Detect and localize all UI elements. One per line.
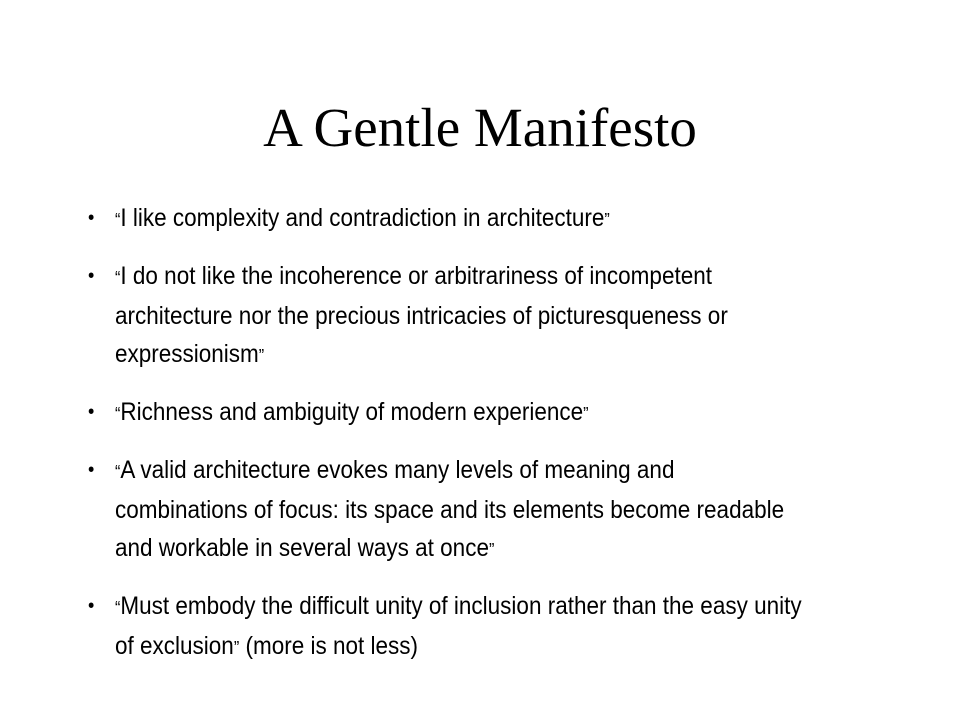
bullet-dot-icon: • — [88, 207, 95, 229]
bullet-text: I like complexity and contradiction in architecture — [120, 204, 605, 232]
bullet-list — [88, 199, 888, 685]
close-quote: ” — [488, 540, 495, 560]
open-quote: “ — [115, 268, 121, 288]
slide-title: A Gentle Manifesto — [263, 97, 697, 158]
bullet-item — [88, 451, 808, 569]
close-quote: ” — [258, 346, 265, 366]
bullet-dot-icon: • — [88, 595, 95, 617]
close-quote: ” — [233, 638, 240, 658]
bullet-dot-icon: • — [88, 459, 95, 481]
bullet-text: A valid architecture evokes many levels of meaning and combinations of focus: its space and its elements become readable and workable in several ways at once — [115, 456, 785, 562]
bullet-item — [88, 393, 808, 433]
open-quote: “ — [115, 404, 121, 424]
open-quote: “ — [115, 598, 121, 618]
bullet-text: I do not like the incoherence or arbitrariness of incompetent architecture nor the precious intricacies of picturesqueness or expressionism — [115, 262, 728, 368]
bullet-item — [88, 199, 808, 239]
bullet-item — [88, 257, 808, 375]
bullet-dot-icon: • — [88, 265, 95, 287]
bullet-text: Must embody the difficult unity of inclusion rather than the easy unity of exclusion — [115, 592, 802, 660]
close-quote: ” — [583, 404, 589, 424]
close-quote: ” — [604, 210, 610, 230]
bullet-trailing-text: (more is not less) — [239, 632, 419, 660]
bullet-dot-icon: • — [88, 401, 95, 423]
bullet-item — [88, 587, 808, 667]
bullet-text: Richness and ambiguity of modern experience — [120, 398, 584, 426]
open-quote: “ — [115, 210, 121, 230]
open-quote: “ — [115, 462, 121, 482]
